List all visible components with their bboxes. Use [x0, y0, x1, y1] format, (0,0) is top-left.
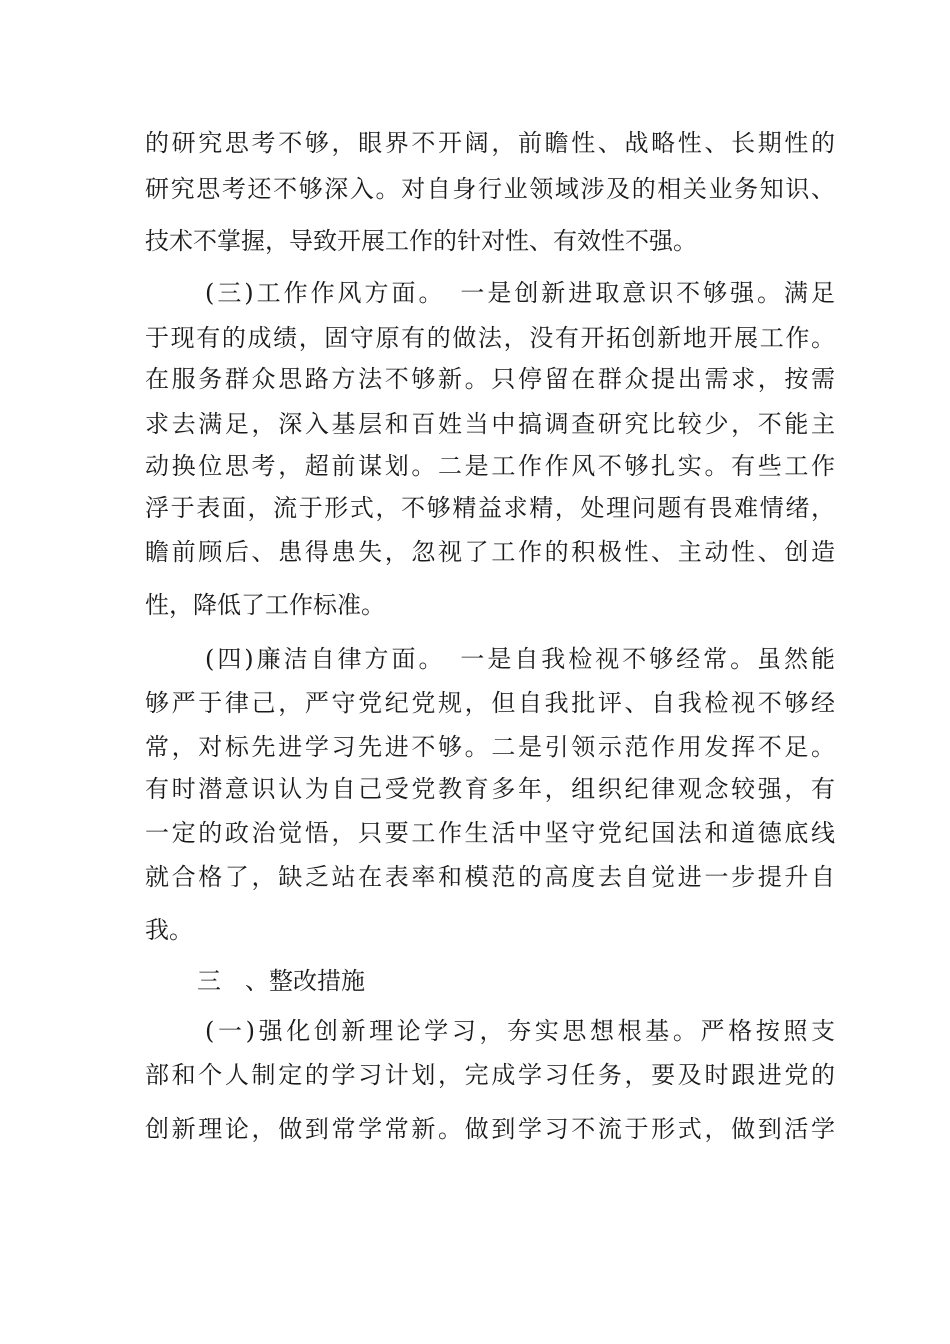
section-heading-4: (四)廉洁自律方面。 一是自我检视不够经常。虽然能: [205, 645, 835, 673]
text-line: 常，对标先进学习先进不够。二是引领示范作用发挥不足。: [145, 733, 835, 761]
text-line: 动换位思考，超前谋划。二是工作作风不够扎实。有些工作: [145, 452, 835, 480]
text-line: 求去满足，深入基层和百姓当中搞调查研究比较少，不能主: [145, 410, 835, 438]
text-line: 一定的政治觉悟，只要工作生活中坚守党纪国法和道德底线: [145, 819, 835, 847]
section-heading-3: (三)工作作风方面。 一是创新进取意识不够强。满足: [205, 279, 835, 307]
text-line: 于现有的成绩，固守原有的做法，没有开拓创新地开展工作。: [145, 324, 835, 352]
text-line: 部和个人制定的学习计划，完成学习任务，要及时跟进党的: [145, 1061, 835, 1089]
text-line: 研究思考还不够深入。对自身行业领域涉及的相关业务知识、: [145, 175, 835, 203]
text-line: 性，降低了工作标准。: [145, 591, 385, 619]
text-line: 瞻前顾后、患得患失，忽视了工作的积极性、主动性、创造: [145, 538, 835, 566]
text-line: 浮于表面，流于形式，不够精益求精，处理问题有畏难情绪，: [145, 494, 835, 522]
subsection-heading-1: (一)强化创新理论学习，夯实思想根基。严格按照支: [205, 1017, 835, 1045]
text-line: 创新理论，做到常学常新。做到学习不流于形式，做到活学: [145, 1115, 835, 1143]
text-line: 我。: [145, 916, 193, 944]
section-title-rectification: 三 、整改措施: [197, 967, 365, 995]
text-line: 就合格了，缺乏站在表率和模范的高度去自觉进一步提升自: [145, 863, 835, 891]
text-line: 在服务群众思路方法不够新。只停留在群众提出需求，按需: [145, 365, 835, 393]
text-line: 技术不掌握，导致开展工作的针对性、有效性不强。: [145, 227, 697, 255]
text-line: 够严于律己，严守党纪党规，但自我批评、自我检视不够经: [145, 689, 835, 717]
text-line: 的研究思考不够，眼界不开阔，前瞻性、战略性、长期性的: [145, 129, 835, 157]
text-line: 有时潜意识认为自己受党教育多年，组织纪律观念较强，有: [145, 775, 835, 803]
